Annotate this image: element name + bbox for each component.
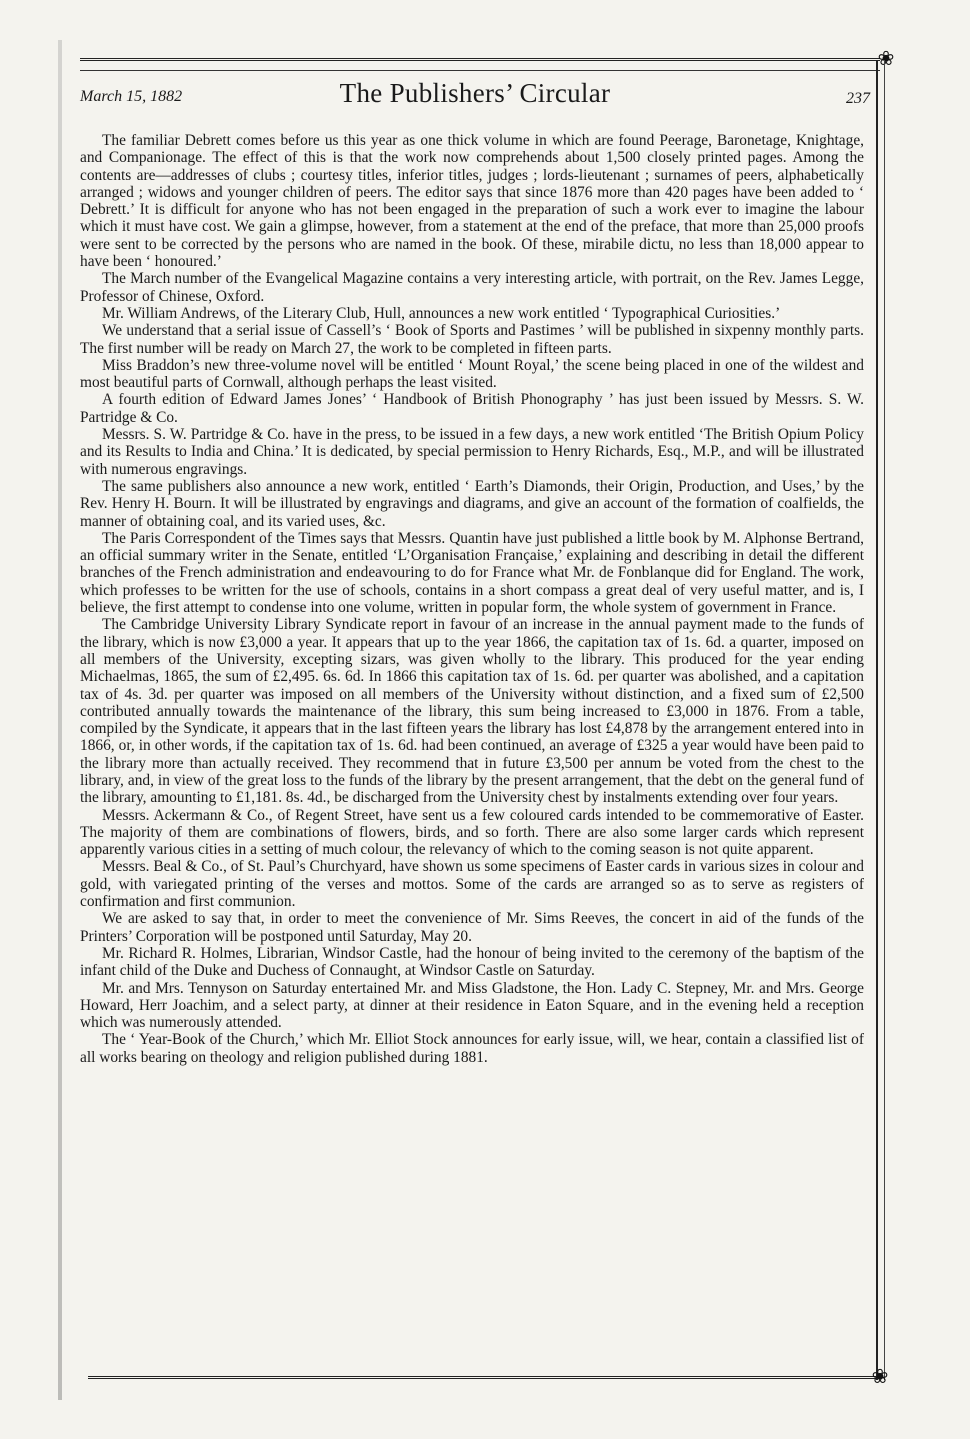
paragraph-paris-correspondent: The Paris Correspondent of the Times says that Messrs. Quantin have just published a little book by M. Alphonse Bertrand, an official summary writer in the Senate, entitled ‘L’Organisation Française,’ explaining and describing in detail the different branches of the French administration and endeavouring to do for France what Mr. de Fonblanque did for England. The work, which professes to be written for the use of schools, contains in a short compass a great deal of very useful matter, and is, I believe, the first attempt to condense into one volume, written in popular form, the whole system of government in France. (80, 529, 864, 617)
top-rule-thin (80, 70, 880, 71)
paragraph-evangelical-magazine: The March number of the Evangelical Magazine contains a very interesting article, with portrait, on the Rev. James Legge, Professor of Chinese, Oxford. (80, 270, 864, 305)
paragraph-debrett: The familiar Debrett comes before us this year as one thick volume in which are found Peerage, Baronetage, Knightage, and Companionage. The effect of this is that the work now comprehends about 1,500 closely printed pages. Among the contents are—addresses of clubs ; courtesy titles, inferior titles, judges ; lords-lieutenant ; surnames of peers, alphabetically arranged ; widows and younger children of peers. The editor says that since 1876 more than 420 pages have been added to ‘ Debrett.’ It is difficult for anyone who has not been engaged in the preparation of such a work ever to imagine the labour which it must have cost. We gain a glimpse, however, from a statement at the end of the preface, that more than 25,000 proofs were sent to be corrected by the persons who are named in the book. Of these, mirabile dictu, no less than 18,000 appear to have been ‘ honoured.’ (80, 132, 864, 271)
paragraph-typographical-curiosities: Mr. William Andrews, of the Literary Club, Hull, announces a new work entitled ‘ Typographical Curiosities.’ (102, 304, 781, 322)
paragraph-year-book: The ‘ Year-Book of the Church,’ which Mr. Elliot Stock announces for early issue, will, we hear, contain a classified list of all works bearing on theology and religion published during 1881. (80, 1031, 864, 1066)
bottom-rule (88, 1376, 878, 1379)
paragraph-holmes-windsor: Mr. Richard R. Holmes, Librarian, Windsor Castle, had the honour of being invited to the ceremony of the baptism of the infant child of the Duke and Duchess of Connaught, at Windsor Castle on Saturday. (80, 944, 864, 980)
paragraph-braddon-novel: Miss Braddon’s new three-volume novel will be entitled ‘ Mount Royal,’ the scene being placed in one of the wildest and most beautiful parts of Cornwall, although perhaps the least visited. (80, 356, 864, 392)
article-body (80, 132, 864, 1066)
paragraph-opium-policy: Messrs. S. W. Partridge & Co. have in the press, to be issued in a few days, a new work entitled ‘The British Opium Policy and its Results to India and China.’ It is dedicated, by special permission to Henry Richards, Esq., M.P., and will be illustrated with numerous engravings. (80, 426, 864, 478)
top-rule (80, 58, 880, 61)
paragraph-earths-diamonds: The same publishers also announce a new work, entitled ‘ Earth’s Diamonds, their Origin, Production, and Uses,’ by the Rev. Henry H. Bourn. It will be illustrated by engravings and diagrams, and give an account of the formation of coalfields, the manner of obtaining coal, and its varied uses, &c. (80, 477, 864, 530)
paragraph-phonography: A fourth edition of Edward James Jones’ ‘ Handbook of British Phonography ’ has just been issued by Messrs. S. W. Partridge & Co. (80, 391, 864, 426)
paragraph-tennyson: Mr. and Mrs. Tennyson on Saturday entertained Mr. and Miss Gladstone, the Hon. Lady C. Stepney, Mr. and Mrs. George Howard, Herr Joachim, and a select party, at dinner at their residence in Eaton Square, and in the evening held a reception which was numerously attended. (80, 979, 864, 1032)
header-date: March 15, 1882 (80, 88, 183, 105)
paragraph-ackermann-cards: Messrs. Ackermann & Co., of Regent Street, have sent us a few coloured cards intended to be commemorative of Easter. The majority of them are combinations of flowers, birds, and so forth. There are also some larger cards which represent apparently various cities in a setting of much colour, the relevancy of which to the coming season is not quite apparent. (80, 806, 864, 859)
paragraph-beal-cards: Messrs. Beal & Co., of St. Paul’s Churchyard, have shown us some specimens of Easter cards in various sizes in colour and gold, with variegated printing of the verses and mottos. Some of the cards are arranged so as to serve as registers of confirmation and first communion. (80, 858, 864, 911)
paragraph-sims-reeves: We are asked to say that, in order to meet the convenience of Mr. Sims Reeves, the concert in aid of the funds of the Printers’ Corporation will be postponed until Saturday, May 20. (80, 910, 864, 945)
page-title: The Publishers’ Circular (339, 78, 611, 108)
paragraph-cassells-sports: We understand that a serial issue of Cassell’s ‘ Book of Sports and Pastimes ’ will be published in sixpenny monthly parts. The first number will be ready on March 27, the work to be completed in fifteen parts. (80, 322, 864, 357)
right-border (876, 60, 885, 1380)
ornament-bottom-right-icon: ❀ (871, 1364, 889, 1388)
page-header (80, 78, 870, 114)
binding-shadow (58, 40, 62, 1400)
ornament-top-right-icon: ❀ (877, 46, 895, 70)
paragraph-cambridge-library: The Cambridge University Library Syndicate report in favour of an increase in the annual payment made to the funds of the library, which is now £3,000 a year. It appears that up to the year 1866, the capitation tax of 1s. 6d. a quarter, imposed on all members of the University, excepting sizars, was given wholly to the library. This produced for the year ending Michaelmas, 1865, the sum of £2,495. 6s. 6d. In 1866 this capitation tax of 1s. 6d. per quarter was abolished, and a capitation tax of 4s. 3d. per quarter was imposed on all members of the University without distinction, and a fixed sum of £2,500 contributed annually towards the maintenance of the library, this sum being increased to £3,000 in 1876. From a table, compiled by the Syndicate, it appears that in the last fifteen years the library has lost £4,878 by the arrangement entered into in 1866, or, in other words, if the capitation tax of 1s. 6d. had been continued, an average of £325 a year would have been paid to the library more than actually received. They recommend that in future £3,500 per annum be voted from the chest to the library, and, in view of the great loss to the funds of the library by the present arrangement, that the debt on the general fund of the library, amounting to £1,181. 8s. 4d., be discharged from the University chest by instalments extending over four years. (80, 616, 864, 807)
page-number: 237 (846, 90, 870, 107)
